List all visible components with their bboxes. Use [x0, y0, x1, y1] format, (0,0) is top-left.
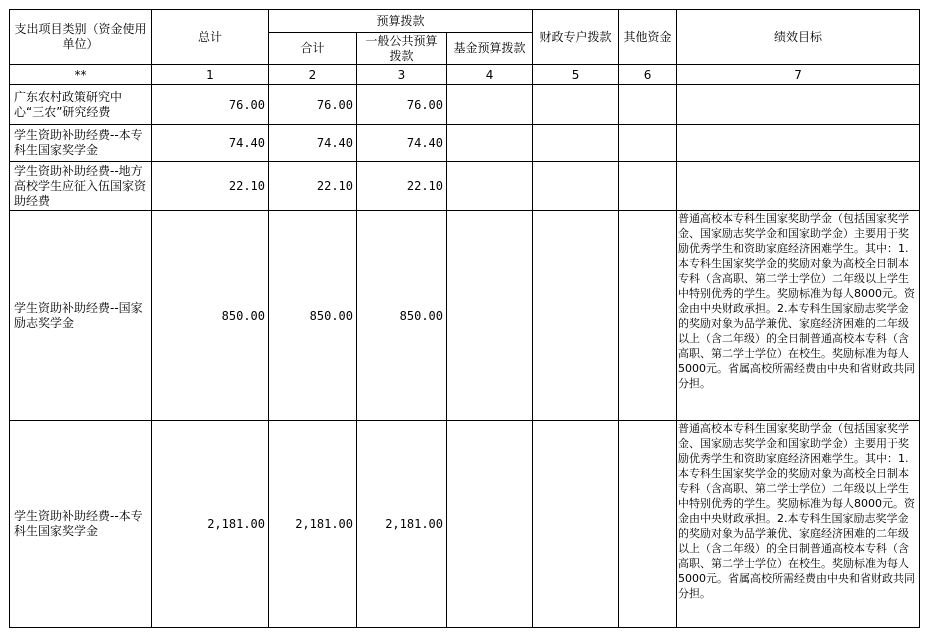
index-cell: ** [10, 65, 152, 85]
row-goal [677, 162, 920, 211]
row-special [533, 162, 619, 211]
row-total: 76.00 [152, 85, 269, 125]
row-subtotal: 76.00 [269, 85, 357, 125]
header-budget-group: 预算拨款 [269, 10, 533, 33]
row-other [619, 421, 677, 628]
row-name: 学生资助补助经费--本专科生国家奖学金 [10, 421, 152, 628]
index-cell: 7 [677, 65, 920, 85]
header-subtotal: 合计 [269, 33, 357, 65]
row-total: 74.40 [152, 125, 269, 162]
row-special [533, 125, 619, 162]
header-other-funds: 其他资金 [619, 10, 677, 65]
row-goal: 普通高校本专科生国家奖助学金（包括国家奖学金、国家励志奖学金和国家助学金）主要用于奖励优秀学生和资助家庭经济困难学生。其中：1.本专科生国家奖学金的奖励对象为高校全日制本专科（含高职、第二学士学位）二年级以上学生中特别优秀的学生。奖励标准为每人8000元。资金由中央财政承担。2.本专科生国家励志奖学金的奖励对象为品学兼优、家庭经济困难的二年级以上（含二年级）的全日制普通高校本专科（含高职、第二学士学位）在校生。奖励标准为每人5000元。省属高校所需经费由中央和省财政共同分担。 [677, 211, 920, 421]
row-subtotal: 850.00 [269, 211, 357, 421]
table-row [10, 421, 920, 628]
row-goal [677, 85, 920, 125]
budget-table [9, 9, 920, 628]
table-row [10, 125, 920, 162]
row-name: 学生资助补助经费--国家励志奖学金 [10, 211, 152, 421]
row-name: 广东农村政策研究中心“三农”研究经费 [10, 85, 152, 125]
header-fiscal-special: 财政专户拨款 [533, 10, 619, 65]
row-fund [447, 211, 533, 421]
table-row [10, 162, 920, 211]
row-name: 学生资助补助经费--本专科生国家奖学金 [10, 125, 152, 162]
row-other [619, 125, 677, 162]
index-cell: 2 [269, 65, 357, 85]
row-special [533, 211, 619, 421]
row-general: 850.00 [357, 211, 447, 421]
row-goal [677, 125, 920, 162]
index-cell: 6 [619, 65, 677, 85]
row-fund [447, 421, 533, 628]
row-general: 22.10 [357, 162, 447, 211]
row-total: 22.10 [152, 162, 269, 211]
row-subtotal: 74.40 [269, 125, 357, 162]
index-cell: 1 [152, 65, 269, 85]
table-row [10, 211, 920, 421]
row-total: 850.00 [152, 211, 269, 421]
row-general: 2,181.00 [357, 421, 447, 628]
row-subtotal: 22.10 [269, 162, 357, 211]
row-fund [447, 85, 533, 125]
header-fund-budget: 基金预算拨款 [447, 33, 533, 65]
row-other [619, 162, 677, 211]
row-general: 74.40 [357, 125, 447, 162]
header-general-public: 一般公共预算拨款 [357, 33, 447, 65]
row-special [533, 421, 619, 628]
header-category: 支出项目类别（资金使用单位） [10, 10, 152, 65]
index-cell: 4 [447, 65, 533, 85]
row-fund [447, 162, 533, 211]
index-cell: 3 [357, 65, 447, 85]
row-total: 2,181.00 [152, 421, 269, 628]
header-total: 总计 [152, 10, 269, 65]
row-general: 76.00 [357, 85, 447, 125]
row-subtotal: 2,181.00 [269, 421, 357, 628]
row-goal: 普通高校本专科生国家奖助学金（包括国家奖学金、国家励志奖学金和国家助学金）主要用于奖励优秀学生和资助家庭经济困难学生。其中：1.本专科生国家奖学金的奖励对象为高校全日制本专科（含高职、第二学士学位）二年级以上学生中特别优秀的学生。奖励标准为每人8000元。资金由中央财政承担。2.本专科生国家励志奖学金的奖励对象为品学兼优、家庭经济困难的二年级以上（含二年级）的全日制普通高校本专科（含高职、第二学士学位）在校生。奖励标准为每人5000元。省属高校所需经费由中央和省财政共同分担。 [677, 421, 920, 628]
index-cell: 5 [533, 65, 619, 85]
row-other [619, 211, 677, 421]
row-name: 学生资助补助经费--地方高校学生应征入伍国家资助经费 [10, 162, 152, 211]
row-fund [447, 125, 533, 162]
row-other [619, 85, 677, 125]
header-performance: 绩效目标 [677, 10, 920, 65]
table-row [10, 85, 920, 125]
row-special [533, 85, 619, 125]
